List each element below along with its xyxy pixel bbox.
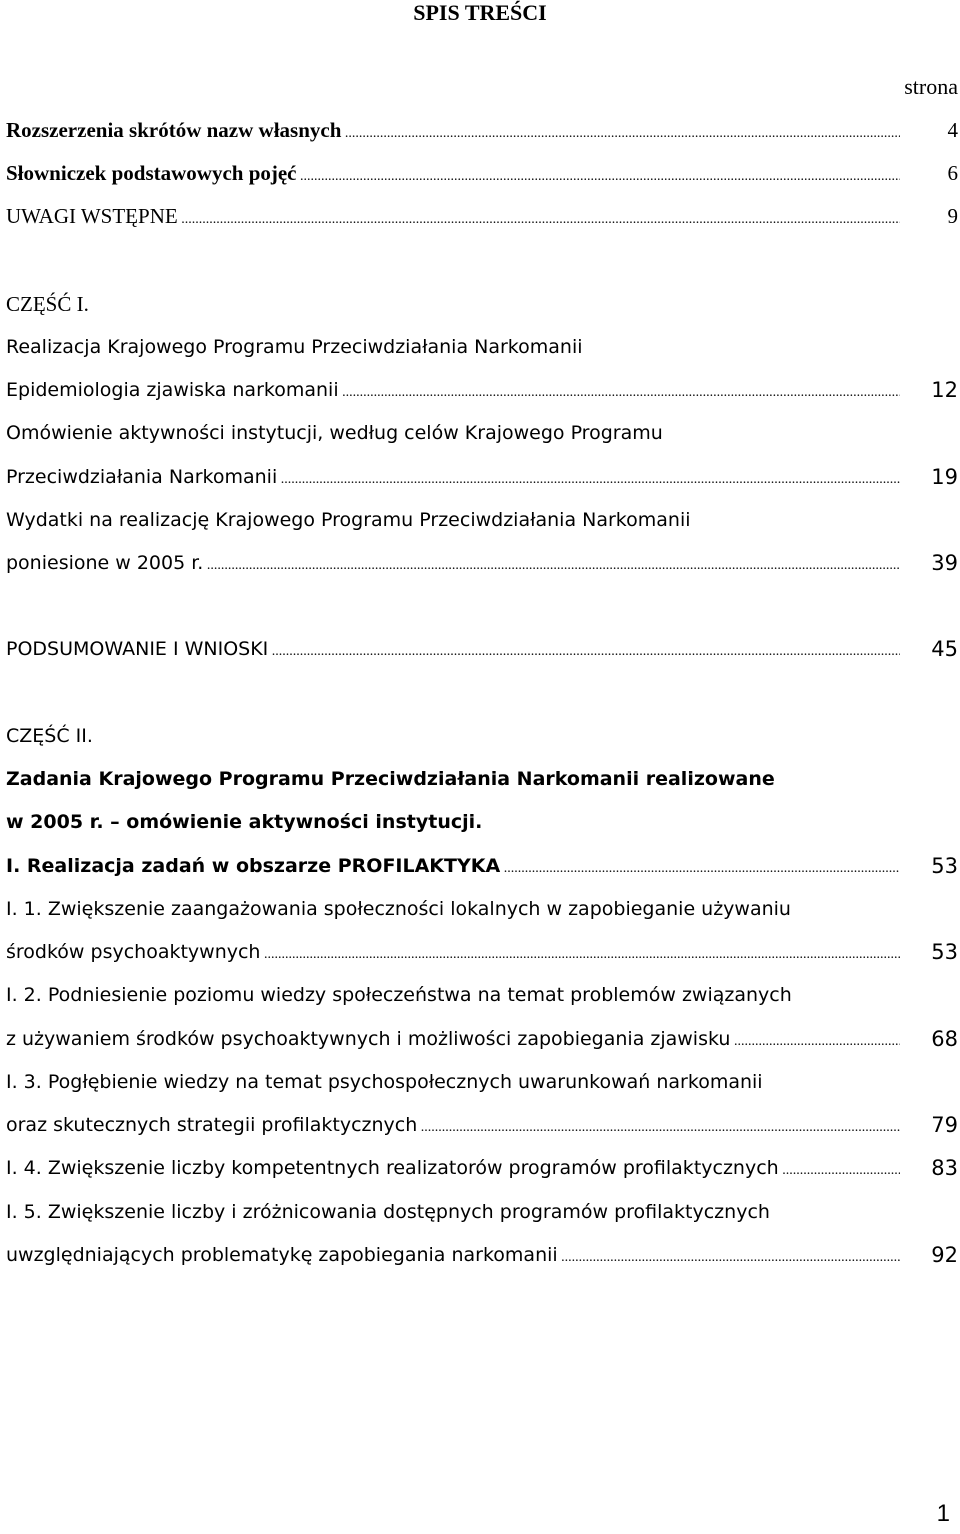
toc-entry[interactable]: oraz skutecznych strategii profilaktycznych ..... xyxy=(6,1110,900,1140)
toc-page-number: 9 xyxy=(947,204,958,228)
toc-entry-heading: I. 3. Pogłębienie wiedzy na temat psychospołecznych uwarunkowań narkomanii xyxy=(6,1071,763,1093)
toc-page-number: 39 xyxy=(931,551,958,575)
toc-entry[interactable]: Rozszerzenia skrótów nazw własnych ..... xyxy=(6,115,900,145)
toc-page-number: 45 xyxy=(931,637,958,661)
toc-page-number: 79 xyxy=(931,1113,958,1137)
section-heading: CZĘŚĆ I. xyxy=(6,292,89,316)
toc-entry-heading: Wydatki na realizację Krajowego Programu Przeciwdziałania Narkomanii xyxy=(6,509,691,531)
toc-page-number: 92 xyxy=(931,1243,958,1267)
toc-entry-heading: Zadania Krajowego Programu Przeciwdziałania Narkomanii realizowane xyxy=(6,768,775,790)
toc-page-number: 53 xyxy=(931,940,958,964)
toc-entry-heading: Omówienie aktywności instytucji, według celów Krajowego Programu xyxy=(6,422,663,444)
footer-page-number: 1 xyxy=(936,1500,950,1527)
page-title: SPIS TREŚCI xyxy=(413,0,547,25)
toc-entry[interactable]: poniesione w 2005 r. ..... xyxy=(6,548,900,578)
toc-page-number: 53 xyxy=(931,854,958,878)
toc-entry-heading: I. 2. Podniesienie poziomu wiedzy społeczeństwa na temat problemów związanych xyxy=(6,984,792,1006)
toc-entry[interactable]: środków psychoaktywnych ..... xyxy=(6,937,900,967)
toc-page-number: 6 xyxy=(947,161,958,185)
toc-entry[interactable]: z używaniem środków psychoaktywnych i możliwości zapobiegania zjawisku ..... xyxy=(6,1024,900,1054)
toc-entry[interactable]: PODSUMOWANIE I WNIOSKI ..... xyxy=(6,634,900,664)
toc-entry[interactable]: Epidemiologia zjawiska narkomanii ..... xyxy=(6,375,900,405)
toc-entry-heading: w 2005 r. – omówienie aktywności instytucji. xyxy=(6,811,483,833)
toc-entry[interactable]: I. 4. Zwiększenie liczby kompetentnych realizatorów programów profilaktycznych ..... xyxy=(6,1153,900,1183)
toc-page-number: 12 xyxy=(931,378,958,402)
page-column-label: strona xyxy=(904,74,958,99)
toc-page-number: 4 xyxy=(947,118,958,142)
toc-entry-heading: I. 5. Zwiększenie liczby i zróżnicowania dostępnych programów profilaktycznych xyxy=(6,1201,770,1223)
toc-entry[interactable]: Słowniczek podstawowych pojęć ..... xyxy=(6,158,900,188)
toc-entry[interactable]: Przeciwdziałania Narkomanii ..... xyxy=(6,462,900,492)
toc-entry[interactable]: UWAGI WSTĘPNE ..... xyxy=(6,201,900,231)
toc-entry-heading: I. 1. Zwiększenie zaangażowania społeczności lokalnych w zapobieganie używaniu xyxy=(6,898,791,920)
toc-entry-heading: Realizacja Krajowego Programu Przeciwdziałania Narkomanii xyxy=(6,336,583,358)
toc-page-number: 68 xyxy=(931,1027,958,1051)
toc-entry[interactable]: I. Realizacja zadań w obszarze PROFILAKTYKA ..... xyxy=(6,851,900,881)
toc-entry[interactable]: uwzględniających problematykę zapobiegania narkomanii ..... xyxy=(6,1240,900,1270)
toc-page-number: 19 xyxy=(931,465,958,489)
toc-page-number: 83 xyxy=(931,1156,958,1180)
section-heading: CZĘŚĆ II. xyxy=(6,725,93,747)
